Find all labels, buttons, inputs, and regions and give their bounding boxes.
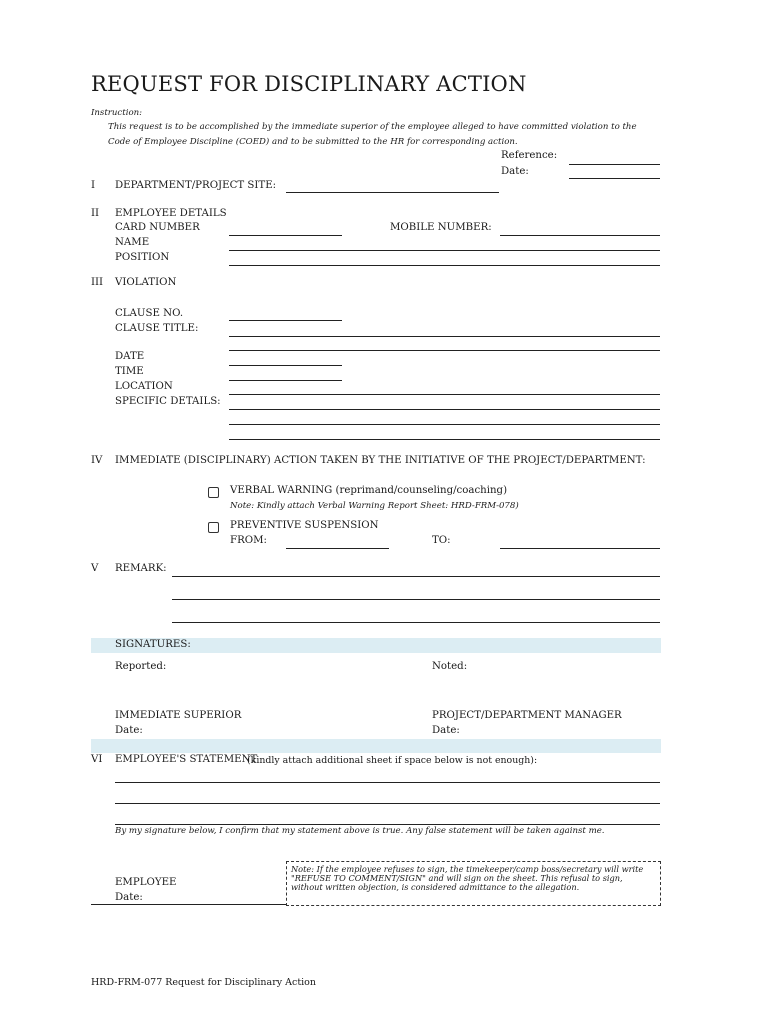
instruction-line-1: This request is to be accomplished by the immediate superior of the employee alleged to have committed violation to the [108, 122, 637, 132]
immediate-superior-label: IMMEDIATE SUPERIOR [115, 710, 242, 721]
statement-field-1[interactable] [115, 782, 660, 783]
department-field[interactable] [286, 192, 499, 193]
refusal-note-box [286, 861, 661, 906]
specific-details-field-3[interactable] [229, 439, 660, 440]
confirmation-text: By my signature below, I confirm that my statement above is true. Any false statement will be taken against me. [115, 826, 605, 836]
reference-field[interactable] [569, 164, 660, 165]
employee-signature-label: EMPLOYEE [115, 877, 177, 888]
violation-time-label: TIME [115, 366, 144, 377]
employee-details-heading: EMPLOYEE DETAILS [115, 208, 227, 219]
violation-date-label: DATE [115, 351, 145, 362]
preventive-suspension-checkbox[interactable] [208, 522, 219, 533]
superior-date-label: Date: [115, 725, 143, 736]
remark-field-1[interactable] [172, 576, 660, 577]
instruction-line-2: Code of Employee Discipline (COED) and to be submitted to the HR for corresponding action. [108, 137, 518, 147]
section-iii-number: III [91, 277, 104, 288]
clause-title-label: CLAUSE TITLE: [115, 323, 199, 334]
employee-signature-line[interactable] [91, 904, 286, 905]
signatures-heading: SIGNATURES: [115, 639, 191, 650]
remark-field-2[interactable] [172, 599, 660, 600]
noted-label: Noted: [432, 661, 468, 672]
clause-no-label: CLAUSE NO. [115, 308, 184, 319]
violation-heading: VIOLATION [115, 277, 177, 288]
preventive-suspension-label: PREVENTIVE SUSPENSION [230, 520, 379, 531]
instruction-label: Instruction: [91, 108, 143, 118]
statement-band [91, 739, 661, 753]
employee-date-label: Date: [115, 892, 143, 903]
clause-no-field[interactable] [229, 320, 342, 321]
clause-title-field-1[interactable] [229, 336, 660, 337]
name-field[interactable] [229, 250, 660, 251]
suspension-to-field[interactable] [500, 548, 660, 549]
verbal-warning-note: Note: Kindly attach Verbal Warning Report Sheet: HRD-FRM-078) [230, 501, 519, 511]
specific-details-label: SPECIFIC DETAILS: [115, 396, 221, 407]
card-number-field[interactable] [229, 235, 342, 236]
position-field[interactable] [229, 265, 660, 266]
violation-location-label: LOCATION [115, 381, 173, 392]
mobile-number-label: MOBILE NUMBER: [390, 222, 492, 233]
manager-date-label: Date: [432, 725, 460, 736]
form-title: REQUEST FOR DISCIPLINARY ACTION [91, 72, 527, 96]
specific-details-field-1[interactable] [229, 409, 660, 410]
position-label: POSITION [115, 252, 170, 263]
section-vi-number: VI [91, 754, 103, 765]
statement-field-2[interactable] [115, 803, 660, 804]
manager-label: PROJECT/DEPARTMENT MANAGER [432, 710, 622, 721]
violation-location-field[interactable] [229, 394, 660, 395]
action-heading: IMMEDIATE (DISCIPLINARY) ACTION TAKEN BY THE INITIATIVE OF THE PROJECT/DEPARTMENT: [115, 455, 646, 466]
verbal-warning-checkbox[interactable] [208, 487, 219, 498]
name-label: NAME [115, 237, 150, 248]
employee-statement-heading: EMPLOYEE'S STATEMENT [115, 754, 258, 765]
department-label: DEPARTMENT/PROJECT SITE: [115, 180, 277, 191]
card-number-label: CARD NUMBER [115, 222, 200, 233]
date-label: Date: [501, 166, 529, 177]
clause-title-field-2[interactable] [229, 350, 660, 351]
violation-time-field[interactable] [229, 380, 342, 381]
section-ii-number: II [91, 208, 100, 219]
statement-field-3[interactable] [115, 824, 660, 825]
reference-label: Reference: [501, 150, 558, 161]
verbal-warning-label: VERBAL WARNING (reprimand/counseling/coaching) [230, 485, 508, 496]
section-i-number: I [91, 180, 96, 191]
refusal-note-text: Note: If the employee refuses to sign, the timekeeper/camp boss/secretary will write "REFUSE TO COMMENT/SIGN" and will sign on the sheet. This refusal to sign, without written objection, is considered admittance to the allegation. [291, 864, 644, 893]
form-footer: HRD-FRM-077 Request for Disciplinary Action [91, 977, 317, 988]
reported-label: Reported: [115, 661, 167, 672]
remark-field-3[interactable] [172, 622, 660, 623]
specific-details-field-2[interactable] [229, 424, 660, 425]
suspension-to-label: TO: [432, 535, 451, 546]
mobile-number-field[interactable] [500, 235, 660, 236]
violation-date-field[interactable] [229, 365, 342, 366]
date-field[interactable] [569, 178, 660, 179]
remark-label: REMARK: [115, 563, 167, 574]
employee-statement-note: (kindly attach additional sheet if space below is not enough): [247, 755, 538, 766]
suspension-from-field[interactable] [286, 548, 389, 549]
section-iv-number: IV [91, 455, 103, 466]
suspension-from-label: FROM: [230, 535, 267, 546]
section-v-number: V [91, 563, 99, 574]
